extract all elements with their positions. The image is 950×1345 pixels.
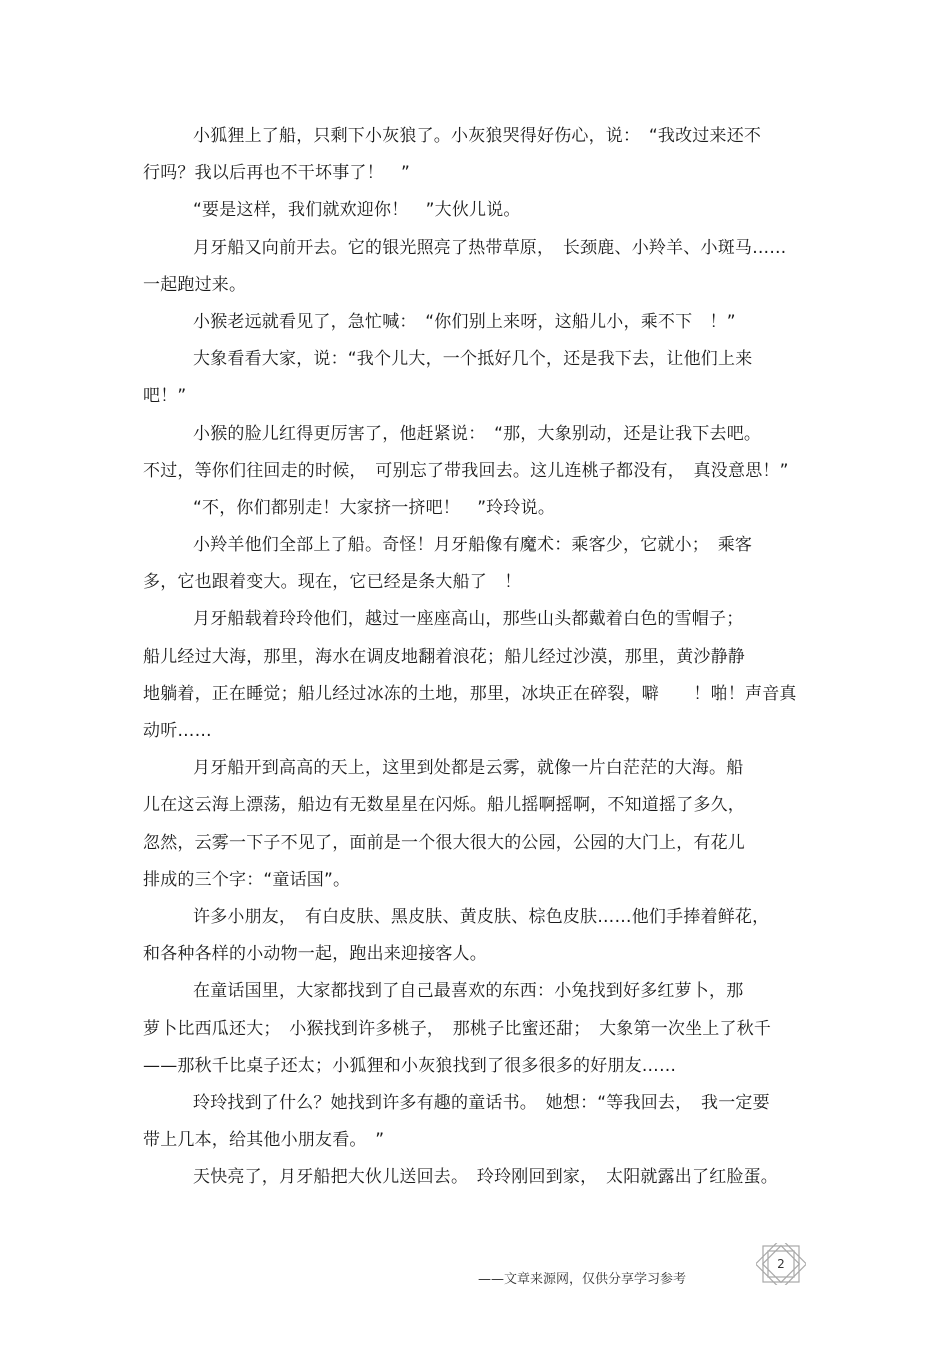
paragraph-first-line: “要是这样，我们就欢迎你！ ”大伙儿说。 (193, 200, 521, 221)
paragraph-line: 排成的三个字：“童话国”。 (143, 869, 351, 890)
paragraph-line: 动听…… (143, 721, 212, 741)
paragraph-line: 地躺着，正在睡觉；船儿经过冰冻的土地，那里，冰块正在碎裂，噼 ！啪！声音真 (143, 683, 797, 704)
paragraph-first-line: 玲玲找到了什么？她找到许多有趣的童话书。 她想：“等我回去， 我一定要 (193, 1092, 770, 1113)
paragraph-line: 萝卜比西瓜还大； 小猴找到许多桃子， 那桃子比蜜还甜； 大象第一次坐上了秋千 (143, 1018, 772, 1039)
paragraph-line: 吧！” (143, 386, 187, 407)
paragraph-first-line: 小猴老远就看见了，急忙喊： “你们别上来呀，这船儿小，乘不下 ！” (193, 311, 736, 332)
paragraph-first-line: 月牙船载着玲玲他们，越过一座座高山，那些山头都戴着白色的雪帽子； (193, 609, 744, 630)
paragraph-first-line: 在童话国里，大家都找到了自己最喜欢的东西：小兔找到好多红萝卜，那 (193, 981, 744, 1002)
story-text-body (143, 118, 808, 1196)
paragraph-line: 多，它也跟着变大。现在，它已经是条大船了 ！ (143, 572, 522, 593)
paragraph-first-line: “不，你们都别走！大家挤一挤吧！ ”玲玲说。 (193, 497, 556, 518)
paragraph-first-line: 月牙船开到高高的天上，这里到处都是云雾，就像一片白茫茫的大海。船 (193, 758, 744, 779)
footer-source-note: ——文章来源网，仅供分享学习参考 (478, 1272, 687, 1287)
paragraph-first-line: 大象看看大家，说：“我个儿大，一个抵好几个，还是我下去，让他们上来 (193, 349, 753, 370)
paragraph-line: 不过，等你们往回走的时候， 可别忘了带我回去。这儿连桃子都没有， 真没意思！” (143, 460, 789, 481)
paragraph-line: 行吗？我以后再也不干坏事了！ ” (143, 163, 411, 184)
paragraph-first-line: 小狐狸上了船，只剩下小灰狼了。小灰狼哭得好伤心，说： “我改过来还不 (193, 126, 762, 146)
paragraph-first-line: 月牙船又向前开去。它的银光照亮了热带草原， 长颈鹿、小羚羊、小斑马…… (193, 237, 787, 258)
paragraph-first-line: 许多小朋友， 有白皮肤、黑皮肤、黄皮肤、棕色皮肤……他们手捧着鲜花， (193, 906, 770, 927)
paragraph-line: 带上几本，给其他小朋友看。 ” (143, 1130, 385, 1151)
paragraph-first-line: 天快亮了，月牙船把大伙儿送回去。 玲玲刚回到家， 太阳就露出了红脸蛋。 (193, 1167, 778, 1188)
paragraph-line: 船儿经过大海，那里，海水在调皮地翻着浪花；船儿经过沙漠，那里，黄沙静静 (143, 646, 745, 667)
paragraph-first-line: 小猴的脸儿红得更厉害了，他赶紧说： “那，大象别动，还是让我下去吧。 (193, 423, 762, 444)
paragraph-line: 儿在这云海上漂荡，船边有无数星星在闪烁。船儿摇啊摇啊，不知道摇了多久， (143, 795, 745, 816)
paragraph-line: 忽然，云雾一下子不见了，面前是一个很大很大的公园，公园的大门上，有花儿 (143, 832, 745, 853)
page-number-badge (756, 1243, 806, 1285)
paragraph-line: 和各种各样的小动物一起，跑出来迎接客人。 (143, 944, 487, 965)
page-number: 2 (777, 1257, 785, 1271)
paragraph-line: ——那秋千比桌子还太；小狐狸和小灰狼找到了很多很多的好朋友…… (143, 1055, 677, 1076)
paragraph-line: 一起跑过来。 (143, 274, 247, 295)
paragraph-first-line: 小羚羊他们全部上了船。奇怪！月牙船像有魔术：乘客少，它就小； 乘客 (193, 535, 753, 556)
